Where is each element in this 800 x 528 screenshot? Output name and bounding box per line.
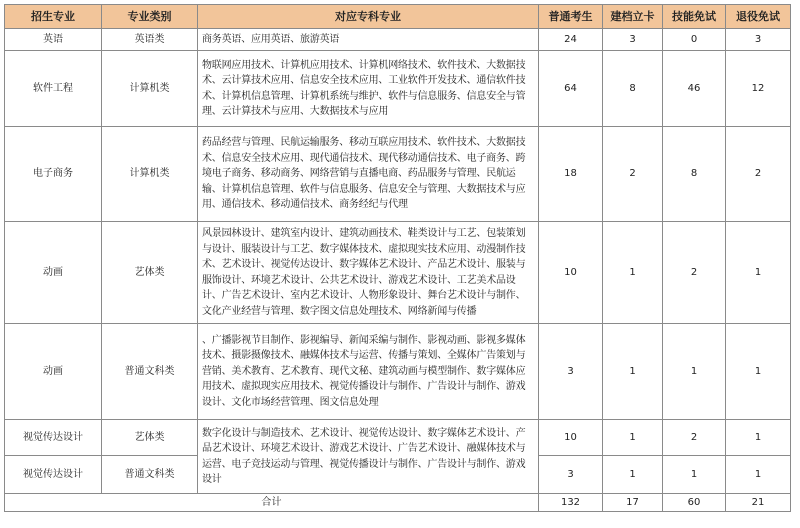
cell-related: 物联网应用技术、计算机应用技术、计算机网络技术、软件技术、大数据技术、云计算技术应用、信息安全技术应用、工业软件开发技术、通信软件技术、计算机信息管理、计算机系统与维护、软件与信息服务、信息安全与管理、云计算技术与应用、大数据技术与应用	[198, 51, 539, 127]
cell-veteran: 2	[726, 127, 791, 222]
cell-major: 视觉传达设计	[5, 456, 102, 494]
cell-major: 视觉传达设计	[5, 420, 102, 456]
cell-regular: 18	[539, 127, 603, 222]
cell-veteran: 12	[726, 51, 791, 127]
header-skill: 技能免试	[663, 5, 726, 29]
cell-poverty: 1	[603, 222, 663, 324]
cell-category: 艺体类	[102, 420, 198, 456]
cell-poverty: 1	[603, 324, 663, 420]
cell-related: 、广播影视节目制作、影视编导、新闻采编与制作、影视动画、影视多媒体技术、摄影摄像技术、融媒体技术与运营、传播与策划、全媒体广告策划与营销、美术教育、艺术教育、现代文秘、建筑动画与模型制作、数字媒体应用技术、虚拟现实应用技术、视觉传播设计与制作、广告设计与制作、游戏设计、文化市场经营管理、图文信息处理	[198, 324, 539, 420]
cell-veteran: 1	[726, 222, 791, 324]
cell-veteran: 1	[726, 324, 791, 420]
cell-regular: 10	[539, 222, 603, 324]
total-skill: 60	[663, 494, 726, 512]
cell-category: 普通文科类	[102, 324, 198, 420]
cell-category: 计算机类	[102, 127, 198, 222]
cell-regular: 3	[539, 456, 603, 494]
cell-major: 软件工程	[5, 51, 102, 127]
cell-poverty: 3	[603, 29, 663, 51]
cell-category: 计算机类	[102, 51, 198, 127]
table-row	[5, 420, 791, 456]
cell-category: 普通文科类	[102, 456, 198, 494]
cell-poverty: 1	[603, 456, 663, 494]
cell-regular: 24	[539, 29, 603, 51]
enrollment-table	[4, 4, 791, 512]
cell-poverty: 2	[603, 127, 663, 222]
cell-veteran: 1	[726, 456, 791, 494]
cell-skill: 46	[663, 51, 726, 127]
cell-skill: 2	[663, 420, 726, 456]
header-category: 专业类别	[102, 5, 198, 29]
cell-veteran: 1	[726, 420, 791, 456]
header-row	[5, 5, 791, 29]
table-row	[5, 29, 791, 51]
cell-major: 电子商务	[5, 127, 102, 222]
cell-skill: 8	[663, 127, 726, 222]
header-related: 对应专科专业	[198, 5, 539, 29]
cell-skill: 1	[663, 324, 726, 420]
cell-poverty: 8	[603, 51, 663, 127]
total-veteran: 21	[726, 494, 791, 512]
cell-skill: 1	[663, 456, 726, 494]
cell-major: 动画	[5, 324, 102, 420]
cell-veteran: 3	[726, 29, 791, 51]
header-major: 招生专业	[5, 5, 102, 29]
total-label: 合计	[5, 494, 539, 512]
table-row	[5, 127, 791, 222]
cell-related: 数字化设计与制造技术、艺术设计、视觉传达设计、数字媒体艺术设计、产品艺术设计、环境艺术设计、游戏艺术设计、广告艺术设计、融媒体技术与运营、电子竞技运动与管理、视觉传播设计与制作、广告设计与制作、游戏设计	[198, 420, 539, 494]
cell-skill: 2	[663, 222, 726, 324]
cell-regular: 10	[539, 420, 603, 456]
cell-category: 艺体类	[102, 222, 198, 324]
cell-major: 英语	[5, 29, 102, 51]
header-poverty: 建档立卡	[603, 5, 663, 29]
cell-category: 英语类	[102, 29, 198, 51]
table-row	[5, 51, 791, 127]
cell-related: 风景园林设计、建筑室内设计、建筑动画技术、鞋类设计与工艺、包装策划与设计、服装设计与工艺、数字媒体技术、虚拟现实技术应用、动漫制作技术、艺术设计、视觉传达设计、数字媒体艺术设计、产品艺术设计、服装与服饰设计、环境艺术设计、公共艺术设计、游戏艺术设计、工艺美术品设计、广告艺术设计、室内艺术设计、人物形象设计、舞台艺术设计与制作、文化产业经营与管理、数字图文信息处理技术、网络新闻与传播	[198, 222, 539, 324]
total-row	[5, 494, 791, 512]
cell-poverty: 1	[603, 420, 663, 456]
cell-skill: 0	[663, 29, 726, 51]
cell-regular: 3	[539, 324, 603, 420]
cell-regular: 64	[539, 51, 603, 127]
table-row	[5, 222, 791, 324]
total-regular: 132	[539, 494, 603, 512]
cell-related: 药品经营与管理、民航运输服务、移动互联应用技术、软件技术、大数据技术、信息安全技术应用、现代通信技术、现代移动通信技术、电子商务、跨境电子商务、移动商务、网络营销与直播电商、药品服务与管理、民航运输、计算机信息管理、软件与信息服务、信息安全与管理、大数据技术与应用、通信技术、移动通信技术、商务经纪与代理	[198, 127, 539, 222]
table-row	[5, 324, 791, 420]
total-poverty: 17	[603, 494, 663, 512]
header-regular: 普通考生	[539, 5, 603, 29]
cell-major: 动画	[5, 222, 102, 324]
cell-related: 商务英语、应用英语、旅游英语	[198, 29, 539, 51]
header-veteran: 退役免试	[726, 5, 791, 29]
